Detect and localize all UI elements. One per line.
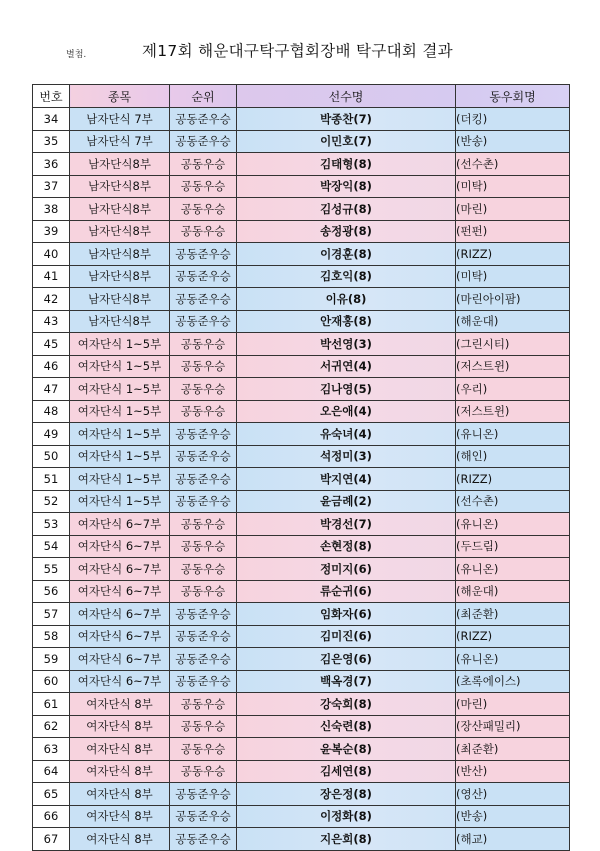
cell-player-name: 손현정(8) <box>237 535 456 558</box>
cell-rank: 공동우승 <box>170 333 237 356</box>
cell-player-name: 김성규(8) <box>237 198 456 221</box>
cell-event: 남자단식8부 <box>70 265 170 288</box>
cell-player-name: 김태형(8) <box>237 153 456 176</box>
cell-number: 38 <box>33 198 70 221</box>
cell-player-name: 안재홍(8) <box>237 310 456 333</box>
cell-club-name: (저스트윈) <box>456 400 570 423</box>
cell-club-name: (해교) <box>456 828 570 851</box>
cell-rank: 공동우승 <box>170 175 237 198</box>
cell-club-name: (미탁) <box>456 175 570 198</box>
cell-club-name: (RIZZ) <box>456 625 570 648</box>
cell-club-name: (장산패밀리) <box>456 715 570 738</box>
cell-club-name: (마린아이팜) <box>456 288 570 311</box>
cell-club-name: (반산) <box>456 760 570 783</box>
table-row <box>33 400 570 423</box>
cell-club-name: (유니온) <box>456 513 570 536</box>
cell-rank: 공동준우승 <box>170 468 237 491</box>
cell-number: 40 <box>33 243 70 266</box>
cell-club-name: (선수촌) <box>456 490 570 513</box>
cell-rank: 공동우승 <box>170 693 237 716</box>
table-row <box>33 715 570 738</box>
cell-player-name: 이경훈(8) <box>237 243 456 266</box>
cell-rank: 공동우승 <box>170 558 237 581</box>
cell-player-name: 장은정(8) <box>237 783 456 806</box>
cell-player-name: 윤금례(2) <box>237 490 456 513</box>
cell-player-name: 이유(8) <box>237 288 456 311</box>
results-table <box>32 84 570 851</box>
cell-rank: 공동준우승 <box>170 828 237 851</box>
cell-rank: 공동우승 <box>170 220 237 243</box>
table-row <box>33 760 570 783</box>
column-header-club-name: 동우회명 <box>456 85 570 108</box>
cell-number: 61 <box>33 693 70 716</box>
cell-event: 남자단식8부 <box>70 220 170 243</box>
cell-rank: 공동우승 <box>170 513 237 536</box>
cell-rank: 공동준우승 <box>170 288 237 311</box>
column-header-number: 번호 <box>33 85 70 108</box>
cell-club-name: (선수촌) <box>456 153 570 176</box>
cell-number: 42 <box>33 288 70 311</box>
cell-rank: 공동우승 <box>170 580 237 603</box>
cell-number: 37 <box>33 175 70 198</box>
cell-event: 여자단식 1~5부 <box>70 490 170 513</box>
cell-rank: 공동우승 <box>170 198 237 221</box>
cell-number: 64 <box>33 760 70 783</box>
cell-event: 여자단식 1~5부 <box>70 400 170 423</box>
cell-rank: 공동준우승 <box>170 670 237 693</box>
table-row <box>33 423 570 446</box>
cell-rank: 공동우승 <box>170 153 237 176</box>
cell-club-name: (최준환) <box>456 738 570 761</box>
cell-number: 36 <box>33 153 70 176</box>
table-row <box>33 580 570 603</box>
cell-event: 여자단식 1~5부 <box>70 423 170 446</box>
cell-number: 56 <box>33 580 70 603</box>
cell-player-name: 김미진(6) <box>237 625 456 648</box>
cell-number: 48 <box>33 400 70 423</box>
cell-player-name: 오은애(4) <box>237 400 456 423</box>
table-row <box>33 265 570 288</box>
table-row <box>33 468 570 491</box>
cell-club-name: (해인) <box>456 445 570 468</box>
table-row <box>33 693 570 716</box>
table-header-row <box>33 85 570 108</box>
cell-player-name: 김호익(8) <box>237 265 456 288</box>
table-row <box>33 535 570 558</box>
table-row <box>33 805 570 828</box>
table-row <box>33 603 570 626</box>
cell-club-name: (유니온) <box>456 558 570 581</box>
cell-number: 60 <box>33 670 70 693</box>
column-header-player-name: 선수명 <box>237 85 456 108</box>
cell-player-name: 박장익(8) <box>237 175 456 198</box>
cell-number: 63 <box>33 738 70 761</box>
table-row <box>33 670 570 693</box>
cell-player-name: 박종찬(7) <box>237 108 456 131</box>
table-row <box>33 288 570 311</box>
cell-player-name: 김은영(6) <box>237 648 456 671</box>
cell-number: 43 <box>33 310 70 333</box>
table-row <box>33 243 570 266</box>
cell-rank: 공동우승 <box>170 535 237 558</box>
table-row <box>33 153 570 176</box>
cell-rank: 공동준우승 <box>170 265 237 288</box>
cell-event: 여자단식 6~7부 <box>70 670 170 693</box>
table-row <box>33 648 570 671</box>
cell-club-name: (영산) <box>456 783 570 806</box>
cell-event: 남자단식8부 <box>70 175 170 198</box>
cell-number: 57 <box>33 603 70 626</box>
cell-event: 여자단식 6~7부 <box>70 513 170 536</box>
cell-event: 남자단식8부 <box>70 243 170 266</box>
cell-player-name: 석정미(3) <box>237 445 456 468</box>
cell-club-name: (마린) <box>456 198 570 221</box>
table-row <box>33 513 570 536</box>
cell-rank: 공동준우승 <box>170 625 237 648</box>
cell-club-name: (두드림) <box>456 535 570 558</box>
cell-rank: 공동우승 <box>170 715 237 738</box>
cell-player-name: 류순귀(6) <box>237 580 456 603</box>
table-row <box>33 175 570 198</box>
cell-rank: 공동우승 <box>170 355 237 378</box>
cell-rank: 공동준우승 <box>170 490 237 513</box>
cell-event: 여자단식 6~7부 <box>70 603 170 626</box>
table-row <box>33 220 570 243</box>
cell-player-name: 박선영(3) <box>237 333 456 356</box>
cell-player-name: 강숙희(8) <box>237 693 456 716</box>
cell-event: 남자단식8부 <box>70 198 170 221</box>
cell-event: 여자단식 8부 <box>70 828 170 851</box>
cell-club-name: (반송) <box>456 130 570 153</box>
cell-number: 49 <box>33 423 70 446</box>
cell-event: 여자단식 6~7부 <box>70 625 170 648</box>
cell-number: 54 <box>33 535 70 558</box>
cell-event: 여자단식 8부 <box>70 805 170 828</box>
cell-number: 47 <box>33 378 70 401</box>
cell-event: 여자단식 6~7부 <box>70 580 170 603</box>
cell-player-name: 윤복순(8) <box>237 738 456 761</box>
cell-player-name: 유숙녀(4) <box>237 423 456 446</box>
cell-number: 65 <box>33 783 70 806</box>
cell-rank: 공동준우승 <box>170 108 237 131</box>
cell-rank: 공동준우승 <box>170 805 237 828</box>
cell-club-name: (펀펀) <box>456 220 570 243</box>
cell-rank: 공동우승 <box>170 400 237 423</box>
table-row <box>33 108 570 131</box>
cell-event: 남자단식 7부 <box>70 130 170 153</box>
cell-club-name: (RIZZ) <box>456 243 570 266</box>
table-row <box>33 828 570 851</box>
cell-club-name: (해운대) <box>456 580 570 603</box>
cell-rank: 공동준우승 <box>170 130 237 153</box>
cell-player-name: 김나영(5) <box>237 378 456 401</box>
cell-rank: 공동준우승 <box>170 423 237 446</box>
cell-player-name: 박지연(4) <box>237 468 456 491</box>
cell-club-name: (마린) <box>456 693 570 716</box>
cell-club-name: (최준환) <box>456 603 570 626</box>
cell-event: 여자단식 1~5부 <box>70 378 170 401</box>
cell-event: 여자단식 8부 <box>70 738 170 761</box>
cell-event: 여자단식 1~5부 <box>70 468 170 491</box>
cell-rank: 공동준우승 <box>170 310 237 333</box>
cell-event: 여자단식 1~5부 <box>70 333 170 356</box>
cell-club-name: (더킹) <box>456 108 570 131</box>
cell-number: 34 <box>33 108 70 131</box>
cell-number: 39 <box>33 220 70 243</box>
cell-number: 41 <box>33 265 70 288</box>
cell-club-name: (반송) <box>456 805 570 828</box>
table-row <box>33 490 570 513</box>
cell-number: 58 <box>33 625 70 648</box>
cell-player-name: 이민호(7) <box>237 130 456 153</box>
cell-number: 62 <box>33 715 70 738</box>
cell-player-name: 김세연(8) <box>237 760 456 783</box>
cell-player-name: 박경선(7) <box>237 513 456 536</box>
cell-number: 53 <box>33 513 70 536</box>
cell-rank: 공동준우승 <box>170 243 237 266</box>
cell-event: 남자단식8부 <box>70 153 170 176</box>
cell-rank: 공동준우승 <box>170 783 237 806</box>
cell-club-name: (미탁) <box>456 265 570 288</box>
cell-event: 여자단식 6~7부 <box>70 535 170 558</box>
cell-player-name: 임화자(6) <box>237 603 456 626</box>
table-row <box>33 738 570 761</box>
cell-player-name: 백옥경(7) <box>237 670 456 693</box>
cell-rank: 공동우승 <box>170 378 237 401</box>
cell-event: 여자단식 6~7부 <box>70 648 170 671</box>
cell-number: 66 <box>33 805 70 828</box>
cell-club-name: (유니온) <box>456 648 570 671</box>
cell-number: 46 <box>33 355 70 378</box>
cell-club-name: (해운대) <box>456 310 570 333</box>
cell-player-name: 송정광(8) <box>237 220 456 243</box>
column-header-rank: 순위 <box>170 85 237 108</box>
cell-number: 51 <box>33 468 70 491</box>
cell-event: 여자단식 1~5부 <box>70 355 170 378</box>
cell-number: 67 <box>33 828 70 851</box>
table-row <box>33 378 570 401</box>
cell-club-name: (우리) <box>456 378 570 401</box>
table-row <box>33 625 570 648</box>
column-header-event: 종목 <box>70 85 170 108</box>
cell-number: 52 <box>33 490 70 513</box>
cell-event: 여자단식 8부 <box>70 715 170 738</box>
cell-club-name: (저스트윈) <box>456 355 570 378</box>
cell-number: 45 <box>33 333 70 356</box>
table-row <box>33 783 570 806</box>
cell-event: 남자단식8부 <box>70 310 170 333</box>
cell-player-name: 정미지(6) <box>237 558 456 581</box>
cell-event: 여자단식 1~5부 <box>70 445 170 468</box>
cell-event: 남자단식 7부 <box>70 108 170 131</box>
cell-club-name: (초록에이스) <box>456 670 570 693</box>
cell-rank: 공동준우승 <box>170 445 237 468</box>
table-row <box>33 558 570 581</box>
cell-rank: 공동준우승 <box>170 603 237 626</box>
cell-event: 여자단식 8부 <box>70 760 170 783</box>
attachment-label: 별첨. <box>66 50 87 60</box>
table-row <box>33 310 570 333</box>
cell-event: 여자단식 8부 <box>70 693 170 716</box>
cell-number: 35 <box>33 130 70 153</box>
cell-player-name: 신숙련(8) <box>237 715 456 738</box>
cell-event: 여자단식 6~7부 <box>70 558 170 581</box>
page-title: 제17회 해운대구탁구협회장배 탁구대회 결과 <box>142 42 453 60</box>
cell-rank: 공동준우승 <box>170 648 237 671</box>
table-row <box>33 198 570 221</box>
cell-player-name: 지은희(8) <box>237 828 456 851</box>
cell-club-name: (RIZZ) <box>456 468 570 491</box>
cell-event: 여자단식 8부 <box>70 783 170 806</box>
table-row <box>33 333 570 356</box>
cell-number: 55 <box>33 558 70 581</box>
cell-player-name: 이정화(8) <box>237 805 456 828</box>
cell-club-name: (그린시티) <box>456 333 570 356</box>
cell-rank: 공동우승 <box>170 738 237 761</box>
cell-number: 50 <box>33 445 70 468</box>
table-row <box>33 355 570 378</box>
cell-player-name: 서귀연(4) <box>237 355 456 378</box>
cell-club-name: (유니온) <box>456 423 570 446</box>
table-row <box>33 445 570 468</box>
cell-event: 남자단식8부 <box>70 288 170 311</box>
cell-rank: 공동우승 <box>170 760 237 783</box>
cell-number: 59 <box>33 648 70 671</box>
table-row <box>33 130 570 153</box>
